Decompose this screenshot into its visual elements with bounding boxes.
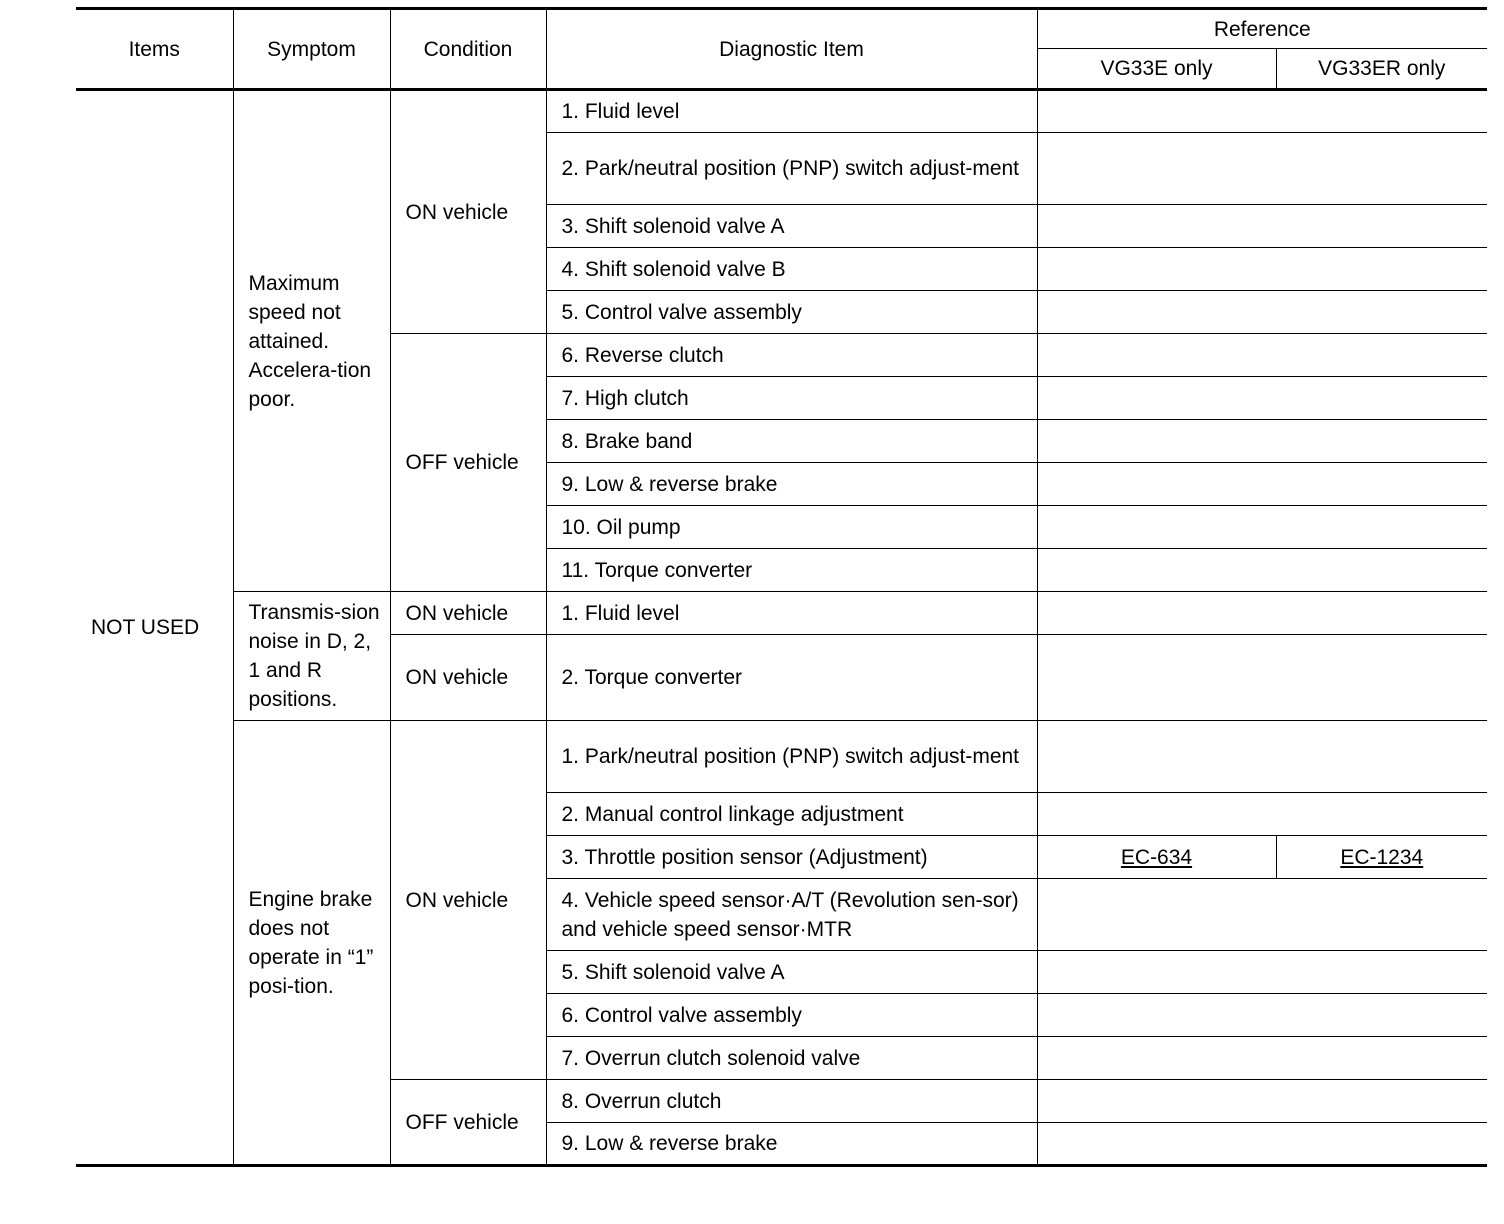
- diagnostic-item: 3. Throttle position sensor (Adjustment): [546, 836, 1037, 879]
- reference-link-vg33e[interactable]: EC-634: [1037, 836, 1276, 879]
- reference-cell: [1037, 291, 1487, 334]
- condition-cell: ON vehicle: [390, 592, 546, 635]
- diagnostic-item: 1. Fluid level: [546, 592, 1037, 635]
- diagnostic-item: 4. Vehicle speed sensor·A/T (Revolution sen-sor) and vehicle speed sensor·MTR: [546, 879, 1037, 951]
- diagnostic-item: 9. Low & reverse brake: [546, 463, 1037, 506]
- reference-cell: [1037, 377, 1487, 420]
- diagnostic-item: 8. Brake band: [546, 420, 1037, 463]
- symptom-cell: Engine brake does not operate in “1” posi-tion.: [233, 721, 390, 1166]
- diagnostic-item: 9. Low & reverse brake: [546, 1123, 1037, 1166]
- diagnostic-item: 11. Torque converter: [546, 549, 1037, 592]
- reference-cell: [1037, 951, 1487, 994]
- reference-cell: [1037, 90, 1487, 133]
- diagnostic-item: 7. High clutch: [546, 377, 1037, 420]
- header-symptom: Symptom: [233, 9, 390, 90]
- reference-cell: [1037, 549, 1487, 592]
- diagnostic-item: 7. Overrun clutch solenoid valve: [546, 1037, 1037, 1080]
- header-vg33e-only: VG33E only: [1037, 49, 1276, 90]
- reference-cell: [1037, 1037, 1487, 1080]
- reference-cell: [1037, 635, 1487, 721]
- reference-cell: [1037, 1080, 1487, 1123]
- symptom-cell: Transmis-sion noise in D, 2, 1 and R positions.: [233, 592, 390, 721]
- diagnostic-item: 5. Shift solenoid valve A: [546, 951, 1037, 994]
- diagnostic-item: 1. Park/neutral position (PNP) switch adjust-ment: [546, 721, 1037, 793]
- reference-link-vg33er[interactable]: EC-1234: [1276, 836, 1487, 879]
- header-diagnostic-item: Diagnostic Item: [546, 9, 1037, 90]
- item-cell: NOT USED: [76, 90, 233, 1166]
- reference-cell: [1037, 420, 1487, 463]
- condition-cell: ON vehicle: [390, 90, 546, 334]
- header-vg33er-only: VG33ER only: [1276, 49, 1487, 90]
- reference-cell: [1037, 506, 1487, 549]
- reference-cell: [1037, 879, 1487, 951]
- reference-cell: [1037, 334, 1487, 377]
- reference-cell: [1037, 721, 1487, 793]
- header-reference: Reference: [1037, 9, 1487, 49]
- diagnosis-table: [76, 7, 1487, 1167]
- diagnostic-item: 2. Park/neutral position (PNP) switch adjust-ment: [546, 133, 1037, 205]
- reference-cell: [1037, 248, 1487, 291]
- diagnostic-item: 10. Oil pump: [546, 506, 1037, 549]
- condition-cell: ON vehicle: [390, 635, 546, 721]
- reference-cell: [1037, 1123, 1487, 1166]
- diagnostic-item: 6. Reverse clutch: [546, 334, 1037, 377]
- diagnostic-item: 3. Shift solenoid valve A: [546, 205, 1037, 248]
- diagnostic-item: 8. Overrun clutch: [546, 1080, 1037, 1123]
- header-condition: Condition: [390, 9, 546, 90]
- diagnostic-item: 2. Manual control linkage adjustment: [546, 793, 1037, 836]
- reference-cell: [1037, 205, 1487, 248]
- diagnostic-item: 6. Control valve assembly: [546, 994, 1037, 1037]
- header-items: Items: [76, 9, 233, 90]
- condition-cell: OFF vehicle: [390, 1080, 546, 1166]
- condition-cell: OFF vehicle: [390, 334, 546, 592]
- condition-cell: ON vehicle: [390, 721, 546, 1080]
- diagnostic-item: 2. Torque converter: [546, 635, 1037, 721]
- reference-cell: [1037, 133, 1487, 205]
- reference-cell: [1037, 592, 1487, 635]
- symptom-cell: Maximum speed not attained. Accelera-tion poor.: [233, 90, 390, 592]
- diagnostic-item: 1. Fluid level: [546, 90, 1037, 133]
- reference-cell: [1037, 994, 1487, 1037]
- diagnostic-item: 5. Control valve assembly: [546, 291, 1037, 334]
- reference-cell: [1037, 463, 1487, 506]
- diagnostic-item: 4. Shift solenoid valve B: [546, 248, 1037, 291]
- reference-cell: [1037, 793, 1487, 836]
